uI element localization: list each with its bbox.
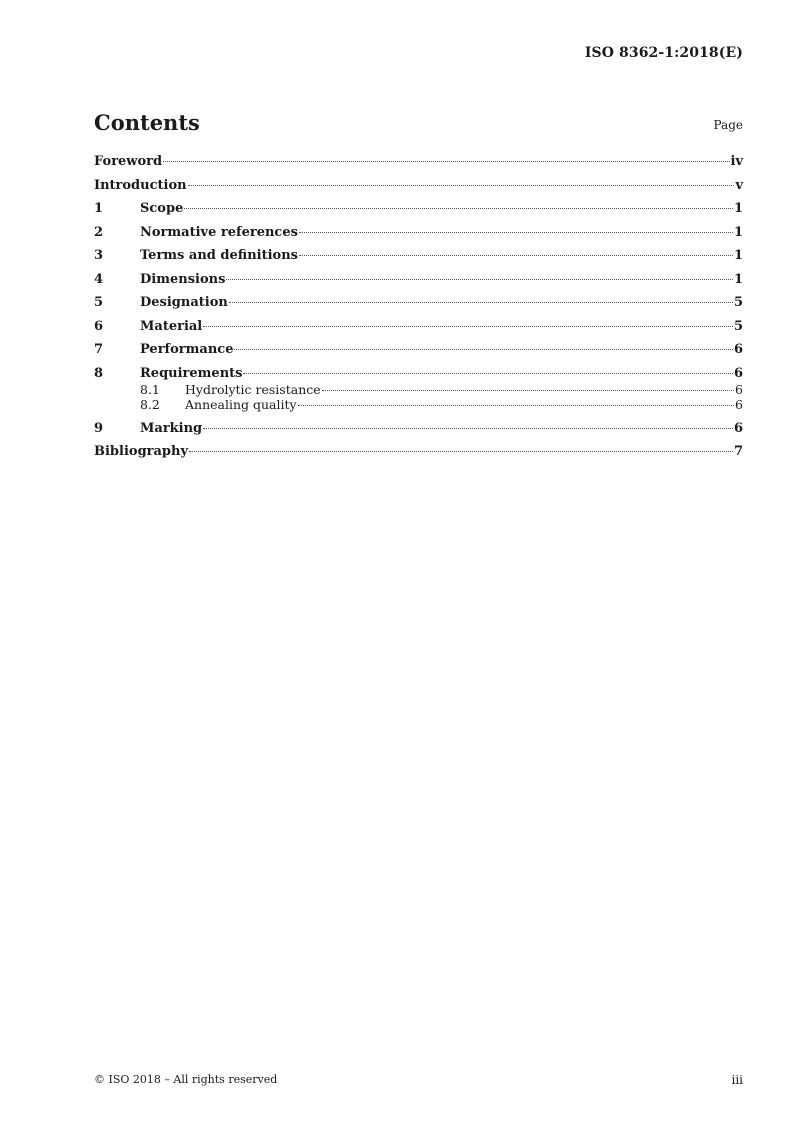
toc-entry-number: 8.2	[140, 396, 160, 412]
toc-entry-title: Designation	[140, 295, 228, 310]
toc-entry-material[interactable]	[94, 319, 743, 343]
toc-entry-title: Foreword	[94, 154, 163, 169]
dot-leader	[163, 161, 729, 162]
dot-leader	[203, 326, 733, 327]
dot-leader	[243, 373, 732, 374]
toc-entry-page: 5	[733, 295, 743, 310]
contents-heading: Contents	[94, 110, 200, 135]
dot-leader	[184, 208, 733, 209]
toc-entry-dimensions[interactable]	[94, 272, 743, 296]
toc-entry-normative-references[interactable]	[94, 225, 743, 249]
toc-entry-scope[interactable]	[94, 201, 743, 225]
toc-entry-page: 6	[735, 396, 743, 412]
toc-entry-number: 5	[94, 295, 104, 310]
dot-leader	[298, 405, 734, 406]
page-column-label: Page	[713, 118, 743, 132]
toc-entry-number: 1	[94, 201, 104, 216]
dot-leader	[234, 349, 732, 350]
toc-entry-page: 7	[733, 444, 743, 459]
dot-leader	[189, 451, 733, 452]
toc-entry-foreword[interactable]	[94, 154, 743, 178]
toc-entry-page: 6	[733, 365, 743, 381]
dot-leader	[299, 255, 733, 256]
table-of-contents	[94, 154, 743, 468]
toc-entry-number: 8	[94, 365, 104, 381]
toc-entry-terms-and-definitions[interactable]	[94, 248, 743, 272]
toc-entry-title: Dimensions	[140, 271, 226, 287]
toc-entry-introduction[interactable]	[94, 178, 743, 202]
toc-entry-page: 1	[733, 248, 743, 263]
document-id: ISO 8362-1:2018(E)	[584, 45, 743, 61]
toc-entry-title: Scope	[140, 201, 184, 216]
toc-entry-page: 6	[735, 381, 743, 397]
dot-leader	[322, 390, 734, 391]
toc-entry-title: Introduction	[94, 177, 187, 193]
toc-entry-designation[interactable]	[94, 295, 743, 319]
toc-entry-number: 6	[94, 318, 104, 334]
toc-entry-page: v	[735, 177, 743, 193]
toc-entry-number: 4	[94, 271, 104, 287]
toc-entry-performance[interactable]	[94, 342, 743, 366]
toc-entry-page: 1	[733, 271, 743, 287]
toc-entry-number: 8.1	[140, 381, 160, 397]
toc-entry-number: 9	[94, 420, 104, 436]
toc-entry-page: 1	[733, 224, 743, 240]
toc-entry-annealing-quality[interactable]	[94, 397, 743, 421]
dot-leader	[299, 232, 733, 233]
page-number: iii	[731, 1073, 743, 1087]
toc-entry-page: 6	[733, 342, 743, 357]
dot-leader	[229, 302, 733, 303]
toc-entry-title: Annealing quality	[185, 396, 297, 412]
toc-entry-title: Terms and definitions	[140, 248, 298, 263]
toc-entry-number: 7	[94, 342, 104, 357]
toc-entry-title: Requirements	[140, 365, 243, 381]
toc-entry-title: Material	[140, 318, 203, 334]
toc-entry-title: Bibliography	[94, 444, 189, 459]
dot-leader	[226, 279, 733, 280]
toc-entry-title: Normative references	[140, 224, 298, 240]
toc-entry-title: Performance	[140, 342, 234, 357]
toc-entry-title: Marking	[140, 420, 203, 436]
toc-entry-bibliography[interactable]	[94, 444, 743, 468]
toc-entry-page: 6	[733, 420, 743, 436]
copyright-notice: © ISO 2018 – All rights reserved	[94, 1073, 278, 1086]
toc-entry-page: 1	[733, 201, 743, 216]
toc-entry-requirements[interactable]	[94, 366, 743, 382]
toc-entry-title: Hydrolytic resistance	[185, 381, 321, 397]
toc-entry-number: 2	[94, 224, 104, 240]
toc-entry-number: 3	[94, 248, 104, 263]
toc-entry-hydrolytic-resistance[interactable]	[94, 382, 743, 397]
toc-entry-marking[interactable]	[94, 421, 743, 445]
dot-leader	[203, 428, 733, 429]
toc-entry-page: iv	[730, 154, 743, 169]
toc-entry-page: 5	[733, 318, 743, 334]
dot-leader	[188, 185, 735, 186]
